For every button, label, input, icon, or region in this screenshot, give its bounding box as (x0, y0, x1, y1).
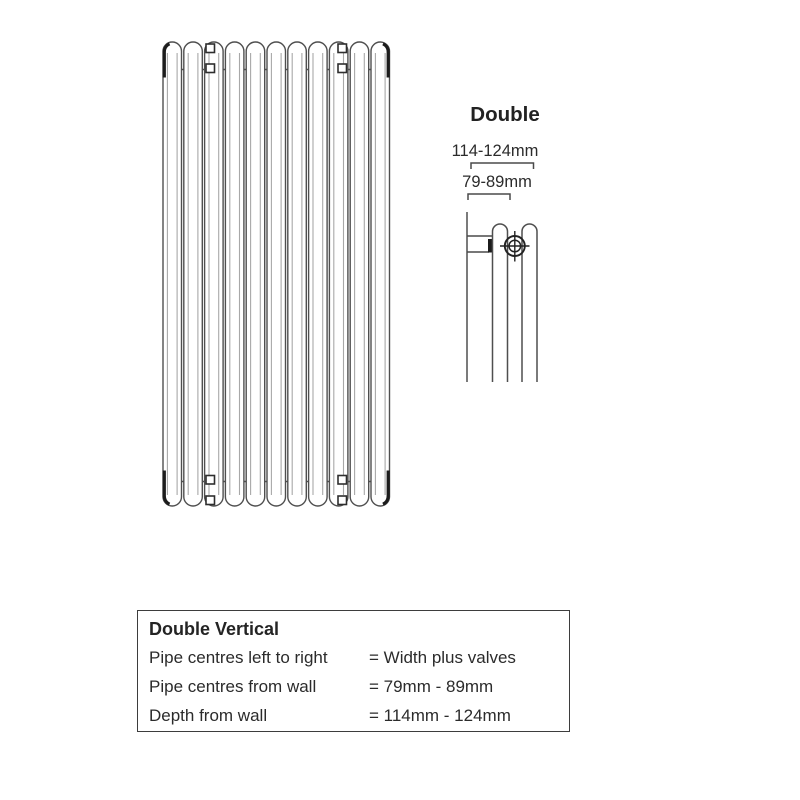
pipe-centre-dimension-bracket (468, 194, 510, 200)
spec-row-pipe-centres-left-to-right (149, 643, 559, 672)
spec-value: = Width plus valves (369, 648, 516, 667)
radiator-tubes (163, 42, 390, 506)
spec-table-title: Double Vertical (149, 619, 280, 639)
wall-stay-bracket (467, 236, 493, 253)
spec-row-depth-from-wall (149, 701, 559, 730)
side-profile-drawing (452, 103, 540, 382)
spec-table (137, 610, 570, 732)
spec-value: = 79mm - 89mm (369, 677, 494, 696)
spec-row-pipe-centres-from-wall (149, 672, 559, 701)
side-view-title: Double (470, 103, 540, 126)
valve-centre-icon (500, 231, 530, 262)
depth-dimension-bracket (471, 163, 534, 169)
pipe-centre-dimension-label: 79-89mm (462, 173, 532, 191)
spec-label: Depth from wall (149, 706, 268, 725)
front-elevation-drawing (163, 42, 390, 506)
depth-dimension-label: 114-124mm (451, 142, 539, 160)
spec-value: = 114mm - 124mm (369, 706, 511, 725)
spec-label: Pipe centres from wall (149, 677, 317, 696)
spec-label: Pipe centres left to right (149, 648, 328, 667)
